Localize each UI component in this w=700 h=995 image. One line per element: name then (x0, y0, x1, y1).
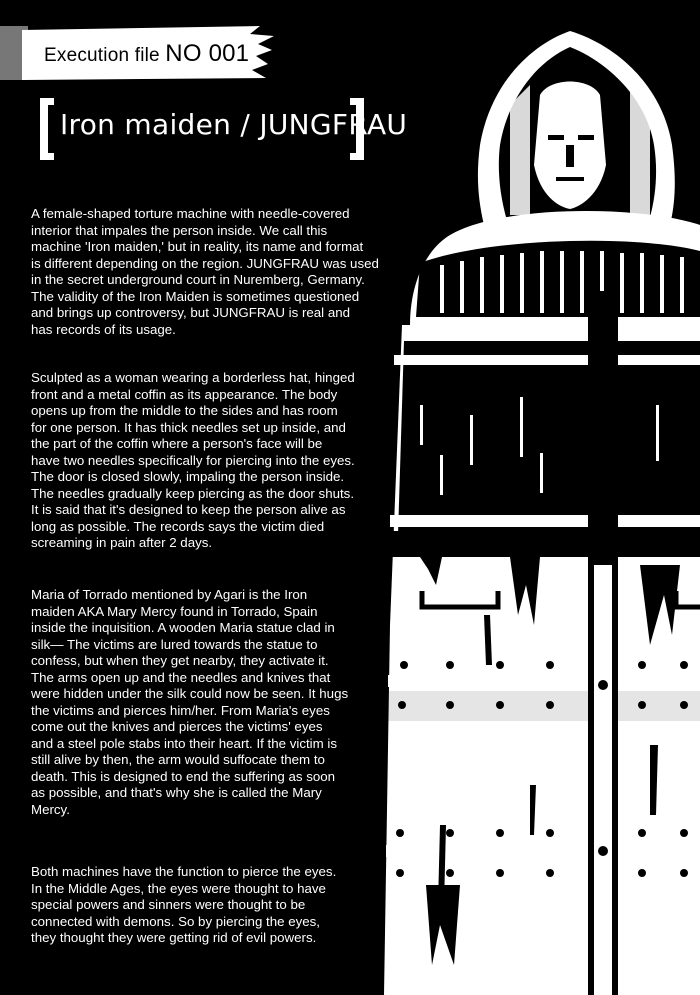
execution-file-number: NO 001 (165, 40, 250, 67)
paragraph-conclusion: Both machines have the function to pierce the eyes. In the Middle Ages, the eyes were thought to have special powers and sinners were thought to be connected with demons. So by piercing the eyes, they thought they were getting rid of evil powers. (31, 864, 337, 945)
paragraph-mary-mercy: Maria of Torrado mentioned by Agari is the Iron maiden AKA Mary Mercy found in Torrado, Spain inside the inquisition. A wooden Maria statue clad in silk— The victims are lured towards the statue to confess, but when they get nearby, they activate it. The arms open up and the needles and knives that were hidden under the silk could now be seen. It hugs the victims and pierces him/her. From Maria's eyes come out the knives and pierces the victims' eyes and a steel pole stabs into their heart. If the victim is still alive by then, the arm would suffocate them to death. This is designed to end the suffering as soon as possible, and that's why she is called the Mary Mercy. (31, 587, 349, 817)
page-title: Iron maiden / JUNGFRAU (60, 108, 408, 141)
paragraph-description: Sculpted as a woman wearing a borderless hat, hinged front and a metal coffin as its appearance. The body opens up from the middle to the sides and has room for one person. It has thick needles set up inside, and the part of the coffin where a person's face will be have two needles specifically for piercing into the eyes. The door is closed slowly, impaling the person inside. The needles gradually keep piercing as the door shuts. It is said that it's designed to keep the person alive as long as possible. The records says the victim died screaming in pain after 2 days. (31, 370, 355, 550)
title-right-bracket (350, 98, 364, 160)
iron-maiden-illustration (380, 25, 700, 995)
title-left-bracket (40, 98, 54, 160)
iron-maiden-drawing (380, 25, 700, 995)
execution-file-label (44, 40, 249, 68)
execution-file-banner (22, 24, 277, 82)
execution-file-prefix: Execution file (44, 45, 166, 66)
paragraph-intro: A female-shaped torture machine with needle-covered interior that impales the person inside. We call this machine 'Iron maiden,' but in reality, its name and format is different depending on the region. JUNGFRAU was used in the secret underground court in Nuremberg, Germany. The validity of the Iron Maiden is sometimes questioned and brings up controversy, but JUNGFRAU is real and has records of its usage. (31, 206, 379, 337)
